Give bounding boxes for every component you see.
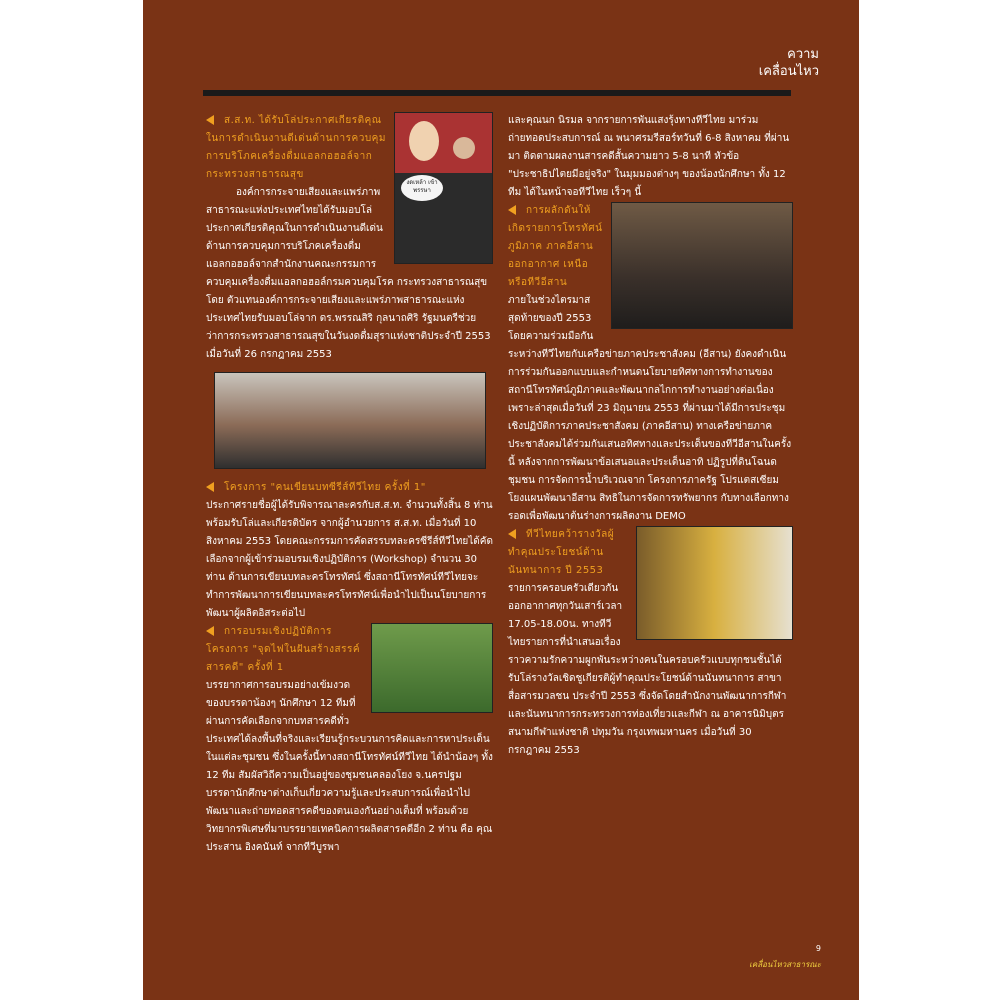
page-number: 9: [815, 944, 821, 953]
award-mascot-photo: [394, 112, 493, 264]
news-item-regional-tv: [508, 202, 793, 526]
section-title-line2: เคลื่อนไหว: [758, 64, 819, 79]
news-heading: โครงการ "คนเขียนบทซีรีส์ทีวีไทย ครั้งที่ 1": [224, 482, 426, 493]
news-heading: การอบรมเชิงปฏิบัติการโครงการ "จุดไฟในฝันสร้างสรรค์สารคดี" ครั้งที่ 1: [206, 626, 361, 673]
section-title-line1: ความ: [787, 47, 819, 62]
news-heading: ส.ส.ท. ได้รับโล่ประกาศเกียรติคุณในการดำเนินงานดีเด่นด้านการควบคุมการบริโภคเครื่องดื่มแอลกอฮอล์จากกระทรวงสาธารณสุข: [206, 115, 386, 180]
news-body-continued: และคุณนก นิรมล จากรายการพันแสงรุ้งทางทีวีไทย มาร่วมถ่ายทอดประสบการณ์ ณ พนาศรมรีสอร์ทวันที่ 6-8 สิงหาคม ที่ผ่านมา ติดตามผลงานสารคดีสั้นความยาว 5-8 นาที หัวข้อ "ประชาธิปไตยมีอยู่จริง" ในมุมมองต่างๆ ของน้องนักศึกษา ทั้ง 12 ทีม ได้ในหน้าจอทีวีไทย เร็วๆ นี้: [508, 115, 790, 198]
news-body: บรรยากาศการอบรมอย่างเข้มงวดของบรรดาน้องๆ นักศึกษา 12 ทีมที่ผ่านการคัดเลือกจากบทสารคดีทั่วประเทศได้ลงพื้นที่จริงและเรียนรู้กระบวนการคิดและการหาประเด็นในแต่ละชุมชน ซึ่งในครั้งนี้ทางสถานีโทรทัศน์ทีวีไทย ได้นำน้องๆ ทั้ง 12 ทีม สัมผัสวิถีความเป็นอยู่ของชุมชนคลองโยง จ.นครปฐม บรรดานักศึกษาต่างเก็บเกี่ยวความรู้และประสบการณ์เพื่อนำไปพัฒนาและถ่ายทอดสารคดีของตนเองกันอย่างเต็มที่ พร้อมด้วยวิทยากรพิเศษที่มาบรรยายเทคนิคการผลิตสารคดีอีก 2 ท่าน คือ คุณประสาน อิงคนันท์ จากทีวีบูรพา: [206, 680, 493, 853]
news-body: ประกาศรายชื่อผู้ได้รับพิจารณาละครกับส.ส.ท. จำนวนทั้งสิ้น 8 ท่าน พร้อมรับโล่และเกียรติบัตร จากผู้อำนวยการ ส.ส.ท. เมื่อวันที่ 10 สิงหาคม 2553 โดยคณะกรรมการคัดสรรบทละครซีรีส์ทีวีไทยได้คัดเลือกจากผู้เข้าร่วมอบรมเชิงปฏิบัติการ (Workshop) จำนวน 30 ท่าน ด้านการเขียนบทละครโทรทัศน์ ซึ่งสถานีโทรทัศน์ทีวีไทยจะทำการพัฒนาการเขียนบทละครโทรทัศน์เพื่อนำไปเป็นนโยบายการพัฒนาผู้ผลิตอิสระต่อไป: [206, 500, 493, 619]
magazine-page: [143, 0, 859, 1000]
workshop-photo: [371, 623, 493, 713]
news-body: องค์การกระจายเสียงและแพร่ภาพสาธารณะแห่งประเทศไทยได้รับมอบโล่ประกาศเกียรติคุณในการดำเนินงานดีเด่น ด้านการควบคุมการบริโภคเครื่องดื่มแอลกอฮอล์จากสำนักงานคณะกรรมการควบคุมเครื่องดื่มแอลกอฮอล์กรมควบคุมโรค กระทรวงสาธารณสุข โดย ตัวแทนองค์การกระจายเสียงและแพร่ภาพสาธารณะแห่งประเทศไทยรับมอบโล่จาก ดร.พรรณสิริ กุลนาถศิริ รัฐมนตรีช่วยว่าการกระทรวงสาธารณสุขในวันงดดื่มสุราแห่งชาติประจำปี 2553 เมื่อวันที่ 26 กรกฎาคม 2553: [206, 187, 491, 360]
header-rule: [203, 90, 791, 96]
news-item-documentary-workshop: [206, 623, 493, 857]
speaker-bullet-icon: [206, 626, 214, 636]
news-item-award-alcohol: [206, 112, 493, 469]
mascot-head-shape: [409, 121, 439, 161]
mascot-sign: งดเหล้า เข้าพรรษา: [401, 175, 443, 201]
news-heading: การผลักดันให้เกิดรายการโทรทัศน์ภูมิภาค ภาคอีสานออกอากาศ เหนือหรือทีวีอีสาน: [508, 205, 603, 288]
award-ceremony-photo: [636, 526, 793, 640]
news-heading: ทีวีไทยคว้ารางวัลผู้ทำคุณประโยชน์ด้านนันทนาการ ปี 2553: [508, 529, 615, 576]
left-column: [206, 112, 493, 857]
speaker-bullet-icon: [206, 115, 214, 125]
right-column: [508, 112, 793, 760]
group-photo: [214, 372, 486, 469]
news-item-script-writer: [206, 479, 493, 623]
speaker-bullet-icon: [508, 205, 516, 215]
footer-brand: เคลื่อนไหวสาธารณะ: [749, 960, 821, 969]
person-head-shape: [453, 137, 475, 159]
speaker-bullet-icon: [508, 529, 516, 539]
news-body: รายการครอบครัวเดียวกัน ออกอากาศทุกวันเสาร์เวลา 17.05-18.00น. ทางทีวีไทยรายการที่นำเสนอเรื่องราวความรักความผูกพันระหว่างคนในครอบครัวแบบทุกชนชั้นได้รับโล่รางวัลเชิดชูเกียรติผู้ทำคุณประโยชน์ด้านนันทนาการ สาขาสื่อสารมวลชน ประจำปี 2553 ซึ่งจัดโดยสำนักงานพัฒนาการกีฬาและนันทนาการกระทรวงการท่องเที่ยวและกีฬา ณ อาคารนิมิบุตร สนามกีฬาแห่งชาติ ปทุมวัน กรุงเทพมหานคร เมื่อวันที่ 30 กรกฎาคม 2553: [508, 583, 787, 756]
meeting-photo: [611, 202, 793, 329]
section-title: [759, 46, 819, 80]
speaker-bullet-icon: [206, 482, 214, 492]
news-item-recreation-award: [508, 526, 793, 760]
news-body: ภายในช่วงไตรมาสสุดท้ายของปี 2553 โดยความร่วมมือกันระหว่างทีวีไทยกับเครือข่ายภาคประชาสังคม (อีสาน) ยังคงดำเนินการร่วมกันออกแบบและกำหนดนโยบายทิศทางการทำงานของสถานีโทรทัศน์ภูมิภาคและพัฒนากลไกการทำงานอย่างต่อเนื่องเพราะล่าสุดเมื่อวันที่ 23 มิถุนายน 2553 ที่ผ่านมาได้มีการประชุมเชิงปฏิบัติการภาคประชาสังคม (ภาคอีสาน) ทางเครือข่ายภาคประชาสังคมได้ร่วมกันเสนอทิศทางและประเด็นของทีวีอีสานในครั้งนี้ หลังจากการพัฒนาข้อเสนอและประเด็นอาทิ ปฏิรูปที่ดินโฉนดชุมชน การจัดการน้ำบริเวณจาก โครงการภาครัฐ โปรแตสเซียมโยงแผนพัฒนาอีสาน สิทธิในการจัดการทรัพยากร กับทางเลือกทางรอดเพื่อพัฒนาต้นร่างการผลิตงาน DEMO: [508, 295, 792, 522]
